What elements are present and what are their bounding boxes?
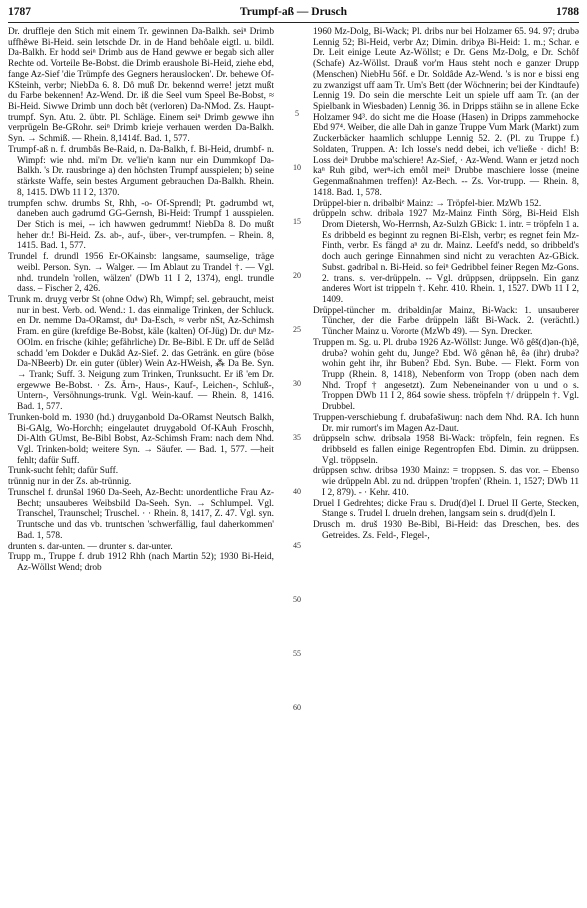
entry-drunten: drunten s. dar-unten. — drunter s. dar-unter. xyxy=(8,541,173,552)
entry-trundel: Trundel f. drundl 1956 Er-OKainsb: langsame, saumselige, träge weibl. Person. Syn. → Walger. — Im Ablaut zu Trandel †. — Vgl. nhd. trundeln 'rollen, wälzen' (DWb 11 I 2, 1374), engl. trundle dass. – Fischer 2, 426. xyxy=(8,252,274,295)
entry-trupp: Trupp m., Truppe f. drub 1912 Rhh (nach Martin 52); 1930 Bi-Heid, Az-Wöllst Wend; drob xyxy=(8,552,274,573)
line-number: 15 xyxy=(293,217,301,226)
line-number: 25 xyxy=(293,325,301,334)
entry-truppen-verschiebung: Truppen-verschiebung f. drubəfəšiwuŋ: nach dem Nhd. RA. Ich hunn Dr. mir rumort's im Magen Az-Daut. xyxy=(313,412,579,434)
entry-paragraph: Dr. druffleje den Stich mit einem Tr. gewinnen Da-Balkh. seiⁿ Drimb uffhêwe Bi-Heid. sein letschde Dr. in de Hand behôale eigtl. u. bildl. Da-Balkh. Er hodd seiⁿ Drimb aus de Hand gewwe er begab sich aller Rechte od. Vorteile Be-Bobst. die Drimb erausholе Bi-Heid, ziehe ebd, fange Az-Sief 'die Trümpfe des Gegners herauslocken'. Dr. behewe Of-KSteinh, verbr; NiebDa 6. 8. Dô muß Dr. bekennd werre! jetzt mußt du Farbe bekennen! Az-Wend. Dr. iß die Seel vum Speel Be-Bobst, ≈ Bi-Heid. Siwwe Drimb unn doch bêt (verloren) Da-NMod. Zs. Haupt-trumpf. Syn. Atu. 2. übtr. Pl. Schläge. Einem seiⁿ Drimb gewwe ihn verprügeln Be-GRohr. seiⁿ Drimb krieјe verhauen werden Da-Balkh. Syn. → Schmiß. — Rhein. 8,1414f. Bad. 1, 577. xyxy=(8,27,274,145)
entry-drueppeln: drüppeln schw. dribələ 1927 Mz-Mainz Finth Sörg, Bi-Heid Elsh Drom Dietersh, Wo-Herrnsh, Az-Sulzh GBick: 1. intr. = tröpfeln 1 a. Es dribbeld es beginnt zu regnen Bi-Elsh, verbr; es regnet fein Mz-Finth, verbr. Es fängd aⁿ zu dr. Mainz. Leefd's nedd, so dribbeld's doch auch geringe Einnahmen sind nicht zu verachten Az-GBick. Subst. gədribəl n. Bi-Heid. so feiⁿ Gedribbel feiner Regen Mz-Gons. 2. trans. s. ver-drüppeln. -- Vgl. drüppsen, drüppseln. Ein ganz anderes Wort ist trippeln †. Kehr. 410. Rhein. 1, 1527. DWb 11 I 2, 1409. xyxy=(313,209,579,305)
entry-drusch: Drusch m. druš 1930 Be-Bibl, Bi-Heid: das Dreschen, bes. des Getreides. Zs. Feld-, Flegel-, xyxy=(313,520,579,541)
entry-drueppsen: drüppsen schw. dribsə 1930 Mainz: = troppsen. S. das vor. – Ebenso wie drüppeln Abl. zu nd. drüppen 'tropfen' (Rhein. 1, 1527; DWb 11 I 2, 879). - · Kehr. 410. xyxy=(313,466,579,498)
entry-drueppseln: drüppseln schw. dribsələ 1958 Bi-Wack: tröpfeln, fein regnen. Es dribbseld es fallen einige Regentropfen Ebd. Dimin. zu drüppsen. Vgl. tröppseln. xyxy=(313,434,579,466)
line-number: 60 xyxy=(293,703,301,712)
right-page-number: 1788 xyxy=(556,6,579,18)
line-number: 10 xyxy=(293,163,301,172)
line-number: 35 xyxy=(293,433,301,442)
entry-truppen: Truppen m. Sg. u. Pl. drubə 1926 Az-Wöllst: Junge. Wô gêš(d)ən-(h)ê, drubə? wohin geht du, Junge? Ebd. Wô gênən hê, êə (ihr) drubə? wohin geht ihr, ihr Buben? Ebd. Syn. Bube. — Flekt. Form von Trupp (Rhein. 8, 1418), Nebenform von Tropp (oben nach dem Nhd. Tropf † angesetzt). Zum Nebeneinander von u und o s. Troppen DWb 11 I 2, 864 sowie shess. tröpfeln †/ drüppeln †. Vgl. Drubbel. xyxy=(313,337,579,413)
entry-trumpfen: trumpfen schw. drumbs St, Rhh, -o- Of-Sprendl; Pt. gədrumbd wt, daneben auch gədrumd GG-Gernsh, Bi-Heid: Trumpf 1 ausspielen. Der Stich is mei, -- ich hawwen gedrummt! NiebDa 8. Do mußt heher dr.! Bi-Heid. Zs. ab-, auf-, über-, ver-trumpfen. – Rhein. 8, 1415. Bad. 1, 577. xyxy=(8,198,274,252)
running-title: Trumpf-aß — Drusch xyxy=(239,6,348,18)
right-column xyxy=(313,27,579,542)
page-header xyxy=(8,6,579,23)
line-number: 55 xyxy=(293,649,301,658)
left-page-number: 1787 xyxy=(8,6,31,18)
entry-truennig: trünnig nur in der Zs. ab-trünnig. xyxy=(8,477,132,488)
entry-druel: Druel I Gedrehtes; dicke Frau s. Drud(d)el I. Druel II Gerte, Stecken, Stange s. Trudel I. drueln drehen, langsam sein s. drud(d)eln I. xyxy=(313,498,579,520)
line-number: 5 xyxy=(295,109,299,118)
line-number: 20 xyxy=(293,271,301,280)
entry-trunksucht: Trunk-sucht fehlt; dafür Suff. xyxy=(8,466,119,477)
entry-trunschel: Trunschel f. drunšəl 1960 Da-Seeh, Az-Becht: unordentliche Frau Az-Becht; unsauberes Weibsbild Da-Seeh. Syn. → Schlumpel. Vgl. Transchel, Traunschel; Truschel. · · Rhein. 8, 1417, Z. 47. Vgl. syn. Truntsche und das vb. truntschen 'schwerfällig, faul daherkommen' Bad. 1, 578. xyxy=(8,487,274,541)
entry-trunkenbold: Trunken-bold m. 1930 (hd.) druygənbold Da-ORamst Neutsch Balkh, Bi-GAlg, Wo-Horchh; eingelautet druygəbold Of-KAuh Froschh, Di-Alth GUmst, Be-Bibl Bobst, Az-Schimsh Fram: nach dem Nhd. Vgl. Trinken-bold; weitere Syn. → Säufer. — Bad. 1, 577. —heit fehlt; dafür Suff. xyxy=(8,412,274,466)
entry-drueppel-tuencher: Drüppel-tüncher m. dribəldinʃər Mainz, Bi-Wack: 1. unsauberer Tüncher, der die Farbe drüppeln läßt Bi-Wack. 2. (verächtl.) Tüncher Mainz u. Vororte (MzWb 49). — Syn. Drecker. xyxy=(313,305,579,338)
line-number: 45 xyxy=(293,541,301,550)
line-number: 30 xyxy=(293,379,301,388)
line-number: 50 xyxy=(293,595,301,604)
left-column xyxy=(8,27,274,574)
entry-trupp-continued: 1960 Mz-Dolg, Bi-Wack; Pl. dribs nur bei Holzamer 65. 94. 97; drubə Lennig 52; Bi-Heid, verbr Az; Dimin. dribχə Bi-Heid: 1. m.; Schar. e Dr. Leit einige Leute Az-Wöllst; e Dr. Gens Mz-Dolg, e Dr. Schôf (Schafe) Az-Wöllst. Drauß vor'm Haus steht noch e ganzer Drupp (Menschen) NiebHu 56f. e Dr. Soldâde Az-Wend. 's is nor e bissi eng zu zwanzigst uff aam Tr. Um's Bett (der Wöchnerin; bei der Kindtaufe) Lennig 19. Do sein die merschte Leit un spiele uff aam Tr. (an der Spielbank in Wiesbaden) Lennig 36. in Dripps stäihn se in allene Ecke Holzamer 94³. do sicht me die Hoase (Hasen) in Dripps zammehocke Ebd 97⁴. Weiber, die alle Dah in ganze Truppe Vum Mark (Markt) zum Zuckerbäcker haamlich schluppe Lennig 52. 2. (Pl. zu Truppe f.) Soldaten, Truppen. A: Ich losse's nedd debei, ich ve'ließe · dich! B: Loss deiⁿ Drubbe ma'schiere! Az-Sief, · Az-Wend. Wann er jetzd noch kaⁿ Ruh gibd, werⁿ-ich emôl meiⁿ Drubbe maschiere losse (meine Gegenmaßnahmen treffen)! Az-Bech. -- Zs. Vor-trupp. — Rhein. 8, 1418. Bad. 1, 578. xyxy=(313,27,580,198)
line-number: 40 xyxy=(293,487,301,496)
entry-trunk: Trunk m. druyg verbr St (ohne Odw) Rh, Wimpf; sel. gebraucht, meist nur in best. Verb. od. Wend.: 1. das einmalige Trinken, der Schluck. en Dr. nemme Da-ORamst, duⁿ Da-Esch, ≈ verbr nSt, Az-Schimsh Fram. en güre (krefdige Be-Bobst, käle ⟨kalten⟩ Of-Jüg) Dr. duⁿ Mz-OOlm. en frische (kihle; gefährliche) Dr. Be-Bibl. E Dr. uff de Selâd schadd 'em Dokder e Dukâd Az-Sief. 2. das Getränk. en güre (böse Da-NBeerb) Dr. ein guter (übler) Wein Az-HWeish, ⁂ Da Be. Syn. → Trank; Suff. 3. Neigung zum Trinken, Trunksucht. Er iß 'em Dr. ergewwe Be-Bobst. · Zs. Ärn-, Haus-, Kauf-, Leichen-, Schluß-, Untern-, Versöhnungs-trunk. Vgl. Wein-kauf. — Rhein. 8, 1416. Bad. 1, 577. xyxy=(8,294,274,413)
entry-trumpf-ass: Trumpf-aß n. f. drumbâs Be-Raid, n. Da-Balkh, f. Bi-Heid, drumbf- n. Wimpf: wie nhd. mi'm Dr. ve'lie'n kann nur ein Dummkopf Da-Balkh. 's Dr. rausbringe a) den höchsten Trumpf ausspielen; b) seine stärkste Waffe, sein bestes Argument gebrauchen Da-Balkh. Rhein. 8, 1415. DWb 11 I 2, 1370. xyxy=(8,144,274,198)
entry-drueppel-bier: Drüppel-bier n. dribəlbiᵉ Mainz: → Tröpfel-bier. MzWb 152. xyxy=(313,198,542,209)
